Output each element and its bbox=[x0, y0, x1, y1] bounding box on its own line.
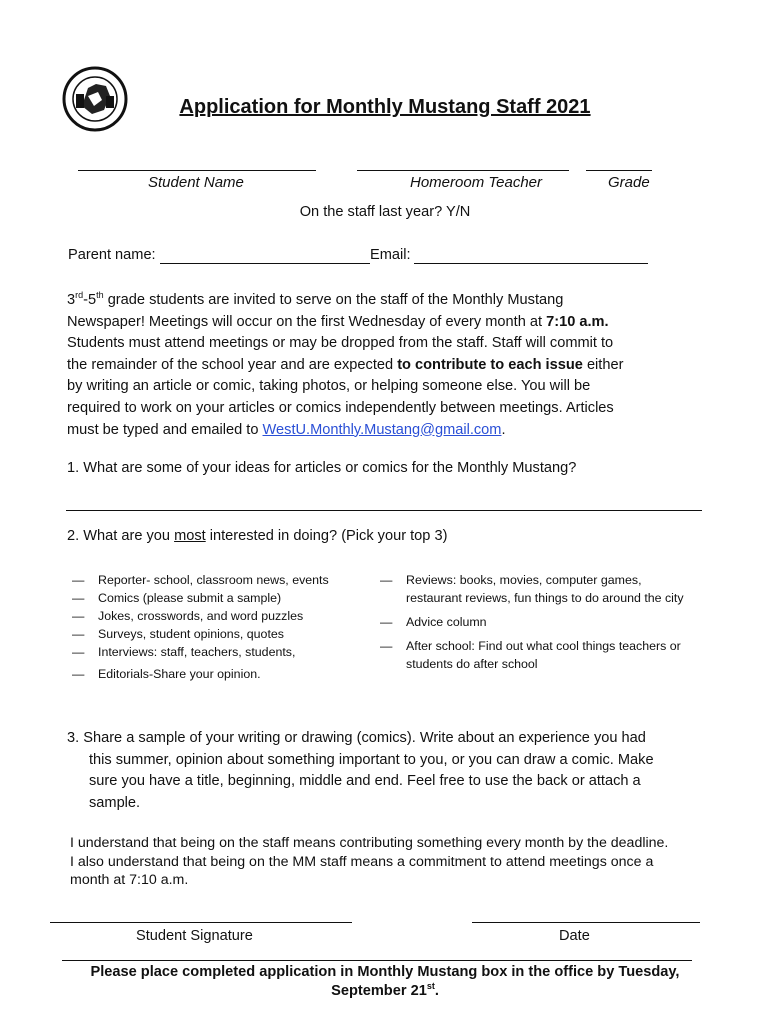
option-surveys[interactable]: — Surveys, student opinions, quotes bbox=[72, 627, 284, 641]
intro-line-1: 3rd-5th grade students are invited to serve on the staff of the Monthly Mustang bbox=[67, 290, 564, 308]
email-link[interactable]: WestU.Monthly.Mustang@gmail.com bbox=[262, 421, 502, 438]
email-line[interactable] bbox=[414, 263, 648, 264]
question-3-line-2: this summer, opinion about something important to you, or you can draw a comic. Make bbox=[89, 751, 654, 768]
option-reporter[interactable]: — Reporter- school, classroom news, events bbox=[72, 573, 329, 587]
agreement-paragraph bbox=[70, 834, 720, 890]
question-2: 2. What are you most interested in doing? (Pick your top 3) bbox=[67, 528, 448, 544]
question-3 bbox=[67, 728, 727, 814]
footer-instructions bbox=[0, 963, 770, 1000]
footer-line-1: Please place completed application in Monthly Mustang box in the office by Tuesday, bbox=[90, 964, 680, 980]
question-3-line-3: sure you have a title, beginning, middle and end. Feel free to use the back or attach a bbox=[89, 773, 641, 790]
intro-line-7: must be typed and emailed to WestU.Monthly.Mustang@gmail.com. bbox=[67, 421, 506, 438]
intro-line-2: Newspaper! Meetings will occur on the first Wednesday of every month at 7:10 a.m. bbox=[67, 313, 609, 330]
student-name-line[interactable] bbox=[78, 170, 316, 171]
option-editorials[interactable]: — Editorials-Share your opinion. bbox=[72, 667, 261, 681]
parent-name-line[interactable] bbox=[160, 263, 370, 264]
intro-line-3: Students must attend meetings or may be dropped from the staff. Staff will commit to bbox=[67, 335, 614, 352]
staff-last-year-question: On the staff last year? Y/N bbox=[299, 204, 471, 220]
page-title: Application for Monthly Mustang Staff 2021 bbox=[179, 96, 591, 118]
option-after-school[interactable]: — After school: Find out what cool things teachers or students do after school bbox=[380, 639, 681, 671]
options-left-list bbox=[72, 571, 372, 683]
question-1: 1. What are some of your ideas for articles or comics for the Monthly Mustang? bbox=[67, 460, 577, 476]
agreement-line-2: I also understand that being on the MM staff means a commitment to attend meetings once a bbox=[70, 853, 654, 870]
footer-divider bbox=[62, 960, 692, 961]
option-comics[interactable]: — Comics (please submit a sample) bbox=[72, 591, 282, 605]
option-reviews[interactable]: — Reviews: books, movies, computer games, restaurant reviews, fun things to do around the city bbox=[380, 573, 684, 605]
options-right-list bbox=[380, 571, 710, 673]
agreement-line-1: I understand that being on the staff means contributing something every month by the deadline. bbox=[70, 835, 669, 851]
date-line[interactable] bbox=[472, 922, 700, 923]
footer-line-2: September 21st. bbox=[331, 980, 439, 999]
student-signature-line[interactable] bbox=[50, 922, 352, 923]
homeroom-teacher-label: Homeroom Teacher bbox=[410, 174, 543, 191]
option-jokes[interactable]: — Jokes, crosswords, and word puzzles bbox=[72, 609, 304, 623]
date-label: Date bbox=[559, 928, 590, 944]
intro-paragraph bbox=[67, 290, 707, 441]
question-1-answer-line[interactable] bbox=[66, 510, 702, 511]
student-name-label: Student Name bbox=[148, 174, 244, 191]
option-advice[interactable]: — Advice column bbox=[380, 615, 487, 629]
option-interviews[interactable]: — Interviews: staff, teachers, students, bbox=[72, 645, 296, 659]
intro-line-5: by writing an article or comic, taking photos, or helping someone else. You will be bbox=[67, 378, 591, 395]
email-label: Email: bbox=[370, 247, 411, 263]
agreement-line-3: month at 7:10 a.m. bbox=[70, 872, 189, 888]
parent-name-label: Parent name: bbox=[68, 247, 156, 263]
grade-line[interactable] bbox=[586, 170, 652, 171]
student-signature-label: Student Signature bbox=[136, 928, 253, 944]
intro-line-6: required to work on your articles or comics independently between meetings. Articles bbox=[67, 399, 614, 416]
homeroom-teacher-line[interactable] bbox=[357, 170, 569, 171]
question-3-line-4: sample. bbox=[89, 794, 141, 811]
grade-label: Grade bbox=[608, 174, 650, 191]
intro-line-4: the remainder of the school year and are expected to contribute to each issue either bbox=[67, 356, 624, 373]
question-3-line-1: 3. Share a sample of your writing or drawing (comics). Write about an experience you had bbox=[67, 730, 646, 746]
